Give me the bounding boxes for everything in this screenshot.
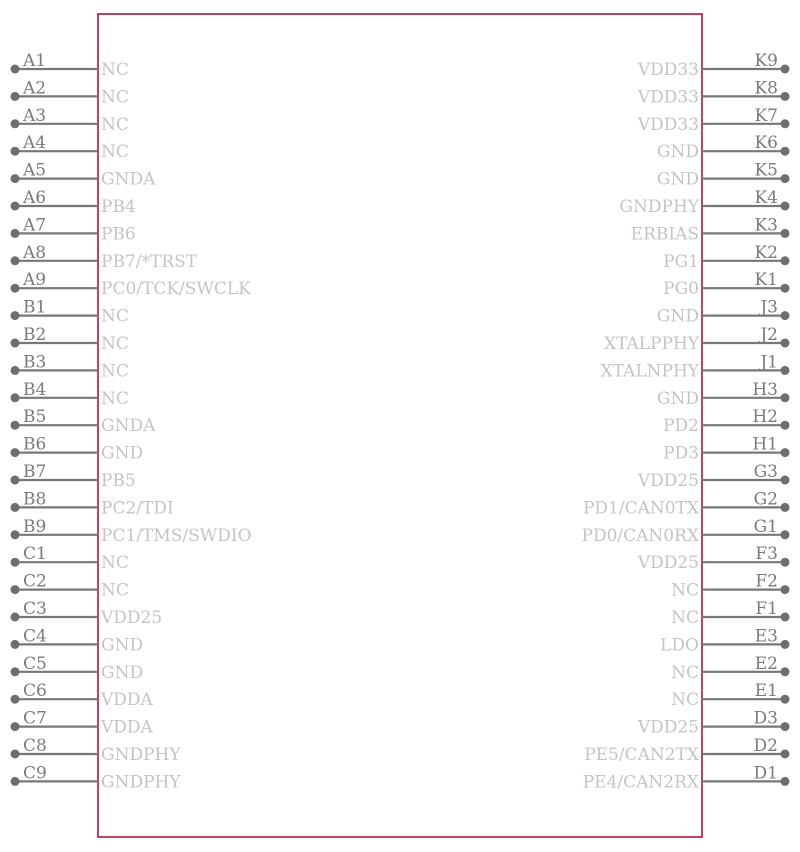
pin-terminal-dot xyxy=(781,366,790,375)
pin-number: A6 xyxy=(23,188,47,208)
pin-terminal-dot xyxy=(781,119,790,128)
pin-number: B9 xyxy=(23,516,47,537)
pin-C8 xyxy=(11,736,182,765)
pin-B4 xyxy=(11,380,129,409)
pin-number: J2 xyxy=(760,325,778,345)
pin-number: F1 xyxy=(755,599,778,619)
pin-name: NC xyxy=(101,114,129,135)
pin-number: K3 xyxy=(754,215,778,236)
pin-number: K9 xyxy=(754,51,778,71)
pin-B8 xyxy=(11,489,174,518)
pin-number: C8 xyxy=(23,736,47,756)
pin-E1 xyxy=(671,681,789,710)
pin-B1 xyxy=(11,298,129,327)
pin-number: A5 xyxy=(23,160,47,181)
pin-number: J1 xyxy=(760,352,778,373)
pin-number: A8 xyxy=(23,242,47,263)
pin-terminal-dot xyxy=(11,640,20,649)
pin-number: D2 xyxy=(753,736,778,756)
pin-terminal-dot xyxy=(11,476,20,485)
pin-name: NC xyxy=(671,690,699,711)
pin-number: C4 xyxy=(23,626,47,647)
pin-number: F3 xyxy=(755,544,778,565)
pin-name: XTALNPHY xyxy=(600,361,699,382)
pin-terminal-dot xyxy=(781,284,790,293)
pin-terminal-dot xyxy=(11,695,20,704)
pin-terminal-dot xyxy=(781,695,790,704)
pin-terminal-dot xyxy=(781,476,790,485)
pin-number: E1 xyxy=(754,681,778,702)
pin-number: C1 xyxy=(23,544,47,565)
pin-name: VDD33 xyxy=(637,60,699,80)
pin-terminal-dot xyxy=(781,667,790,676)
pin-name: VDD25 xyxy=(637,717,699,738)
pin-A5 xyxy=(11,161,157,190)
pin-terminal-dot xyxy=(11,229,20,238)
pin-terminal-dot xyxy=(781,448,790,457)
pin-number: C7 xyxy=(23,708,47,729)
pin-K9 xyxy=(637,51,790,80)
pin-number: B3 xyxy=(23,352,47,373)
pin-terminal-dot xyxy=(781,147,790,156)
pin-terminal-dot xyxy=(781,613,790,622)
pin-name: NC xyxy=(671,608,699,628)
pin-number: G2 xyxy=(753,489,778,510)
pin-B3 xyxy=(11,352,129,381)
pin-number: B7 xyxy=(23,462,47,482)
pin-name: PB7/*TRST xyxy=(101,251,198,272)
pin-number: C6 xyxy=(23,681,47,702)
pin-name: GND xyxy=(101,662,144,683)
pin-A8 xyxy=(11,243,198,272)
pin-number: K2 xyxy=(754,242,778,263)
pin-C6 xyxy=(11,681,154,710)
pin-number: F2 xyxy=(755,571,778,592)
pin-C3 xyxy=(11,599,163,628)
pin-number: A2 xyxy=(23,78,47,99)
pin-terminal-dot xyxy=(11,92,20,101)
pin-name: PG0 xyxy=(663,279,699,300)
pin-terminal-dot xyxy=(781,65,790,74)
pin-terminal-dot xyxy=(11,147,20,156)
pin-number: C2 xyxy=(23,571,47,592)
pin-B7 xyxy=(11,462,136,491)
pin-number: B2 xyxy=(23,325,47,345)
pin-name: GND xyxy=(101,635,144,656)
pin-terminal-dot xyxy=(11,366,20,375)
pin-terminal-dot xyxy=(781,202,790,211)
pin-name: PC1/TMS/SWDIO xyxy=(101,525,252,546)
pin-name: GND xyxy=(656,306,699,327)
pin-E3 xyxy=(660,626,789,655)
pin-D3 xyxy=(637,709,790,738)
pin-name: GNDPHY xyxy=(101,772,181,793)
pin-name: VDDA xyxy=(101,717,153,738)
pin-name: VDD33 xyxy=(637,114,699,135)
pin-name: LDO xyxy=(660,635,699,656)
pin-name: NC xyxy=(101,388,129,409)
pin-C1 xyxy=(11,544,129,573)
pin-name: GND xyxy=(656,169,699,190)
pin-number: D1 xyxy=(753,763,778,784)
pin-name: PE4/CAN2RX xyxy=(582,772,699,793)
pin-number: K1 xyxy=(754,270,778,291)
pin-terminal-dot xyxy=(11,750,20,759)
pin-K8 xyxy=(637,78,790,107)
pin-terminal-dot xyxy=(11,777,20,786)
pin-K1 xyxy=(663,270,789,299)
pin-terminal-dot xyxy=(11,284,20,293)
pin-number: G3 xyxy=(753,462,778,482)
pin-name: GNDPHY xyxy=(101,745,181,765)
pin-name: PB4 xyxy=(101,197,136,217)
pin-K2 xyxy=(663,243,789,272)
pin-name: GND xyxy=(101,443,144,464)
pin-terminal-dot xyxy=(11,65,20,74)
pin-K6 xyxy=(657,133,790,162)
pin-F2 xyxy=(671,572,789,601)
pin-number: H2 xyxy=(752,407,778,428)
pin-A9 xyxy=(11,270,252,299)
pin-terminal-dot xyxy=(781,339,790,348)
pin-terminal-dot xyxy=(781,750,790,759)
pin-terminal-dot xyxy=(11,119,20,128)
pin-K3 xyxy=(631,215,790,244)
pin-name: VDD33 xyxy=(637,87,699,108)
pin-terminal-dot xyxy=(781,229,790,238)
pin-J3 xyxy=(657,298,790,327)
pin-C2 xyxy=(11,572,129,601)
left-pin-group xyxy=(11,51,252,792)
pin-name: NC xyxy=(101,87,129,108)
pin-name: NC xyxy=(101,142,129,163)
pin-terminal-dot xyxy=(781,530,790,539)
pin-name: NC xyxy=(101,361,129,382)
pin-name: PG1 xyxy=(663,251,699,272)
pin-terminal-dot xyxy=(781,503,790,512)
pin-number: C3 xyxy=(23,599,47,619)
pin-C9 xyxy=(11,763,182,792)
pin-K7 xyxy=(637,106,790,135)
pin-terminal-dot xyxy=(11,530,20,539)
pin-F3 xyxy=(637,544,790,573)
pin-H3 xyxy=(657,380,790,409)
pin-number: C5 xyxy=(23,653,47,674)
pin-number: K5 xyxy=(754,160,778,181)
pin-name: PD0/CAN0RX xyxy=(581,525,699,546)
pin-number: A1 xyxy=(23,51,47,71)
pin-terminal-dot xyxy=(781,311,790,320)
pin-name: GNDA xyxy=(101,169,156,190)
pin-terminal-dot xyxy=(11,202,20,211)
pin-terminal-dot xyxy=(11,393,20,402)
pin-name: XTALPPHY xyxy=(603,334,699,354)
pin-number: A9 xyxy=(23,270,47,291)
pin-name: GND xyxy=(656,388,699,409)
pin-J2 xyxy=(604,325,790,354)
pin-F1 xyxy=(671,599,789,628)
pin-name: PC2/TDI xyxy=(101,498,174,519)
pin-B6 xyxy=(11,435,144,464)
pin-name: PB5 xyxy=(101,471,136,491)
pin-name: VDD25 xyxy=(637,553,699,574)
pin-name: NC xyxy=(101,60,129,80)
pin-D2 xyxy=(584,736,789,765)
pin-terminal-dot xyxy=(11,421,20,430)
pin-terminal-dot xyxy=(11,558,20,567)
pin-terminal-dot xyxy=(781,421,790,430)
pin-name: NC xyxy=(101,306,129,327)
pin-terminal-dot xyxy=(11,667,20,676)
pin-H2 xyxy=(663,407,789,436)
pin-name: VDDA xyxy=(101,690,153,711)
pin-terminal-dot xyxy=(11,256,20,265)
pin-terminal-dot xyxy=(11,613,20,622)
pin-name: PD1/CAN0TX xyxy=(582,498,699,519)
pin-K5 xyxy=(657,161,790,190)
pin-number: H1 xyxy=(752,434,778,455)
pin-terminal-dot xyxy=(11,722,20,731)
pin-name: NC xyxy=(671,580,699,601)
pin-H1 xyxy=(663,435,789,464)
pin-number: H3 xyxy=(752,379,778,400)
pin-name: PD2 xyxy=(663,416,699,437)
pin-A2 xyxy=(11,78,129,107)
pin-C5 xyxy=(11,654,144,683)
component-body xyxy=(98,14,702,837)
pin-E2 xyxy=(671,654,789,683)
pin-B2 xyxy=(11,325,129,354)
pin-G3 xyxy=(637,462,790,491)
pin-number: A4 xyxy=(23,133,47,154)
pin-A6 xyxy=(11,188,136,217)
pin-name: NC xyxy=(671,662,699,683)
pin-C7 xyxy=(11,709,154,738)
pin-terminal-dot xyxy=(11,339,20,348)
pin-number: J3 xyxy=(760,297,778,318)
pin-number: K8 xyxy=(754,78,778,99)
pin-number: C9 xyxy=(23,763,47,784)
pin-number: K4 xyxy=(754,188,778,208)
pin-number: B4 xyxy=(23,379,47,400)
pin-A7 xyxy=(11,215,136,244)
pin-name: PD3 xyxy=(663,443,699,464)
pin-number: K7 xyxy=(754,105,778,126)
pin-number: B5 xyxy=(23,407,47,428)
pin-terminal-dot xyxy=(781,174,790,183)
pin-name: NC xyxy=(101,553,129,574)
pin-number: B8 xyxy=(23,489,47,510)
pin-name: PB6 xyxy=(101,224,136,245)
pin-terminal-dot xyxy=(781,558,790,567)
pin-name: PC0/TCK/SWCLK xyxy=(101,279,251,300)
pin-name: GNDA xyxy=(101,416,156,437)
pin-name: NC xyxy=(101,334,129,354)
pin-B5 xyxy=(11,407,157,436)
pin-A1 xyxy=(11,51,129,80)
pin-B9 xyxy=(11,517,252,546)
pin-terminal-dot xyxy=(11,448,20,457)
pin-number: B6 xyxy=(23,434,47,455)
pin-J1 xyxy=(601,352,790,381)
pin-name: NC xyxy=(101,580,129,601)
pin-A3 xyxy=(11,106,129,135)
pin-terminal-dot xyxy=(781,777,790,786)
pin-D1 xyxy=(583,763,790,792)
pin-name: PE5/CAN2TX xyxy=(584,745,699,765)
pin-terminal-dot xyxy=(11,585,20,594)
pin-K4 xyxy=(619,188,789,217)
pin-number: G1 xyxy=(753,516,778,537)
pin-name: VDD25 xyxy=(101,608,163,628)
pin-number: E3 xyxy=(754,626,778,647)
pin-number: A3 xyxy=(23,105,47,126)
pin-terminal-dot xyxy=(781,92,790,101)
pin-number: B1 xyxy=(23,297,47,318)
pin-name: VDD25 xyxy=(637,471,699,491)
pin-terminal-dot xyxy=(11,174,20,183)
pin-A4 xyxy=(11,133,129,162)
pin-name: GND xyxy=(656,142,699,163)
pin-name: GNDPHY xyxy=(619,197,699,217)
pin-terminal-dot xyxy=(11,503,20,512)
pin-C4 xyxy=(11,626,144,655)
pin-number: K6 xyxy=(754,133,778,154)
pin-name: ERBIAS xyxy=(630,224,699,245)
pin-terminal-dot xyxy=(11,311,20,320)
pin-number: A7 xyxy=(23,215,47,236)
pin-G1 xyxy=(582,517,790,546)
pin-terminal-dot xyxy=(781,393,790,402)
pin-terminal-dot xyxy=(781,256,790,265)
pin-terminal-dot xyxy=(781,722,790,731)
pin-terminal-dot xyxy=(781,640,790,649)
pin-G2 xyxy=(583,489,790,518)
pin-number: D3 xyxy=(753,708,778,729)
pin-number: E2 xyxy=(754,653,778,674)
pin-terminal-dot xyxy=(781,585,790,594)
right-pin-group xyxy=(582,51,790,792)
